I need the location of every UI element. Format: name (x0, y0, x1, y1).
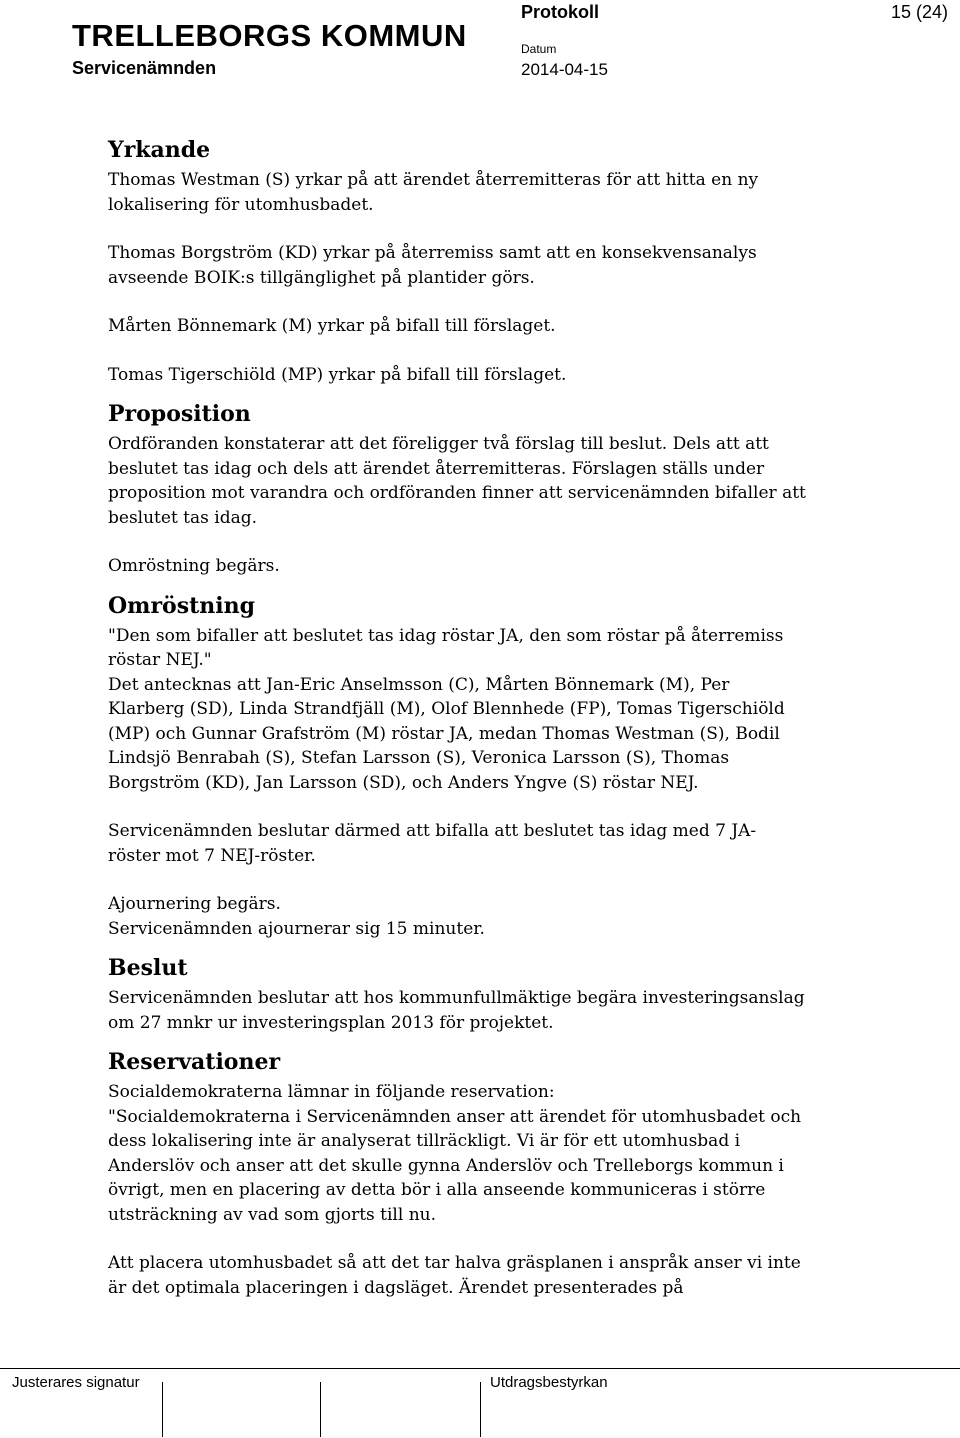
heading-proposition: Proposition (108, 401, 251, 427)
paragraph: Servicenämnden beslutar att hos kommunfullmäktige begära investeringsanslag om 27 mnkr ur investeringsplan 2013 för projektet. (108, 988, 805, 1033)
paragraph: Servicenämnden ajournerar sig 15 minuter. (108, 918, 485, 939)
section-proposition (108, 399, 808, 579)
date-label: Datum (521, 42, 557, 56)
page-number: 15 (24) (890, 2, 948, 22)
paragraph: Att placera utomhusbadet så att det tar halva gräsplanen i anspråk anser vi inte är det optimala placeringen i dagsläget. Ärendet presenterades på (108, 1253, 801, 1298)
signature-label: Justerares signatur (12, 1374, 140, 1391)
paragraph: Det antecknas att Jan-Eric Anselmsson (C), Mårten Bönnemark (M), Per Klarberg (SD), Linda Strandfjäll (M), Olof Blennhede (FP), Tomas Tigerschiöld (MP) och Gunnar Grafström (M) röstar JA, medan Thomas Westman (S), Bodil Lindsjö Benrabah (S), Stefan Larsson (S), Veronica Larsson (S), Thomas Borgström (KD), Jan Larsson (SD), och Anders Yngve (S) röstar NEJ. (108, 674, 785, 793)
signature-box-divider (320, 1382, 321, 1437)
heading-beslut: Beslut (108, 955, 188, 981)
heading-omrostning: Omröstning (108, 592, 255, 619)
paragraph: Thomas Borgström (KD) yrkar på återremiss samt att en konsekvensanalys avseende BOIK:s tillgänglighet på plantider görs. (108, 243, 757, 288)
document-body (108, 135, 808, 1324)
paragraph: Servicenämnden beslutar därmed att bifalla att beslutet tas idag med 7 JA-röster mot 7 NEJ-röster. (108, 821, 757, 866)
signature-box-divider (480, 1382, 481, 1437)
paragraph: Thomas Westman (S) yrkar på att ärendet återremitteras för att hitta en ny lokalisering för utomhusbadet. (108, 170, 759, 215)
paragraph: Socialdemokraterna lämnar in följande reservation: (108, 1082, 555, 1102)
paragraph: Tomas Tigerschiöld (MP) yrkar på bifall till förslaget. (108, 364, 567, 385)
paragraph: Ordföranden konstaterar att det föreligger två förslag till beslut. Dels att att beslutet tas idag och dels att ärendet återremitteras. Förslagen ställs under proposition mot varandra och ordföranden finner att servicenämnden bifaller att beslutet tas idag. (108, 434, 806, 528)
organization-name: TRELLEBORGS KOMMUN (72, 18, 467, 53)
paragraph: Omröstning begärs. (108, 556, 280, 576)
section-beslut (108, 953, 808, 1035)
heading-yrkande: Yrkande (108, 137, 211, 163)
section-reservationer (108, 1047, 808, 1300)
date-value: 2014-04-15 (521, 60, 608, 79)
signature-box-divider (162, 1382, 163, 1437)
document-type: Protokoll (521, 2, 600, 22)
department-name: Servicenämnden (72, 58, 217, 78)
section-yrkande (108, 135, 808, 387)
footer-divider (0, 1368, 960, 1369)
heading-reservationer: Reservationer (108, 1049, 281, 1075)
section-omrostning (108, 591, 808, 942)
paragraph: Ajournering begärs. (108, 894, 281, 914)
extract-label: Utdragsbestyrkan (490, 1374, 608, 1391)
paragraph: "Den som bifaller att beslutet tas idag röstar JA, den som röstar på återremiss röstar NEJ." (108, 625, 784, 670)
paragraph: "Socialdemokraterna i Servicenämnden anser att ärendet för utomhusbadet och dess lokalisering inte är analyserat tillräckligt. Vi är för ett utomhusbad i Anderslöv och anser att det skulle gynna Anderslöv och Trelleborgs kommun i övrigt, men en placering av detta bör i alla anseende kommuniceras i större utsträckning av vad som gjorts till nu. (108, 1106, 802, 1225)
paragraph: Mårten Bönnemark (M) yrkar på bifall till förslaget. (108, 316, 556, 336)
